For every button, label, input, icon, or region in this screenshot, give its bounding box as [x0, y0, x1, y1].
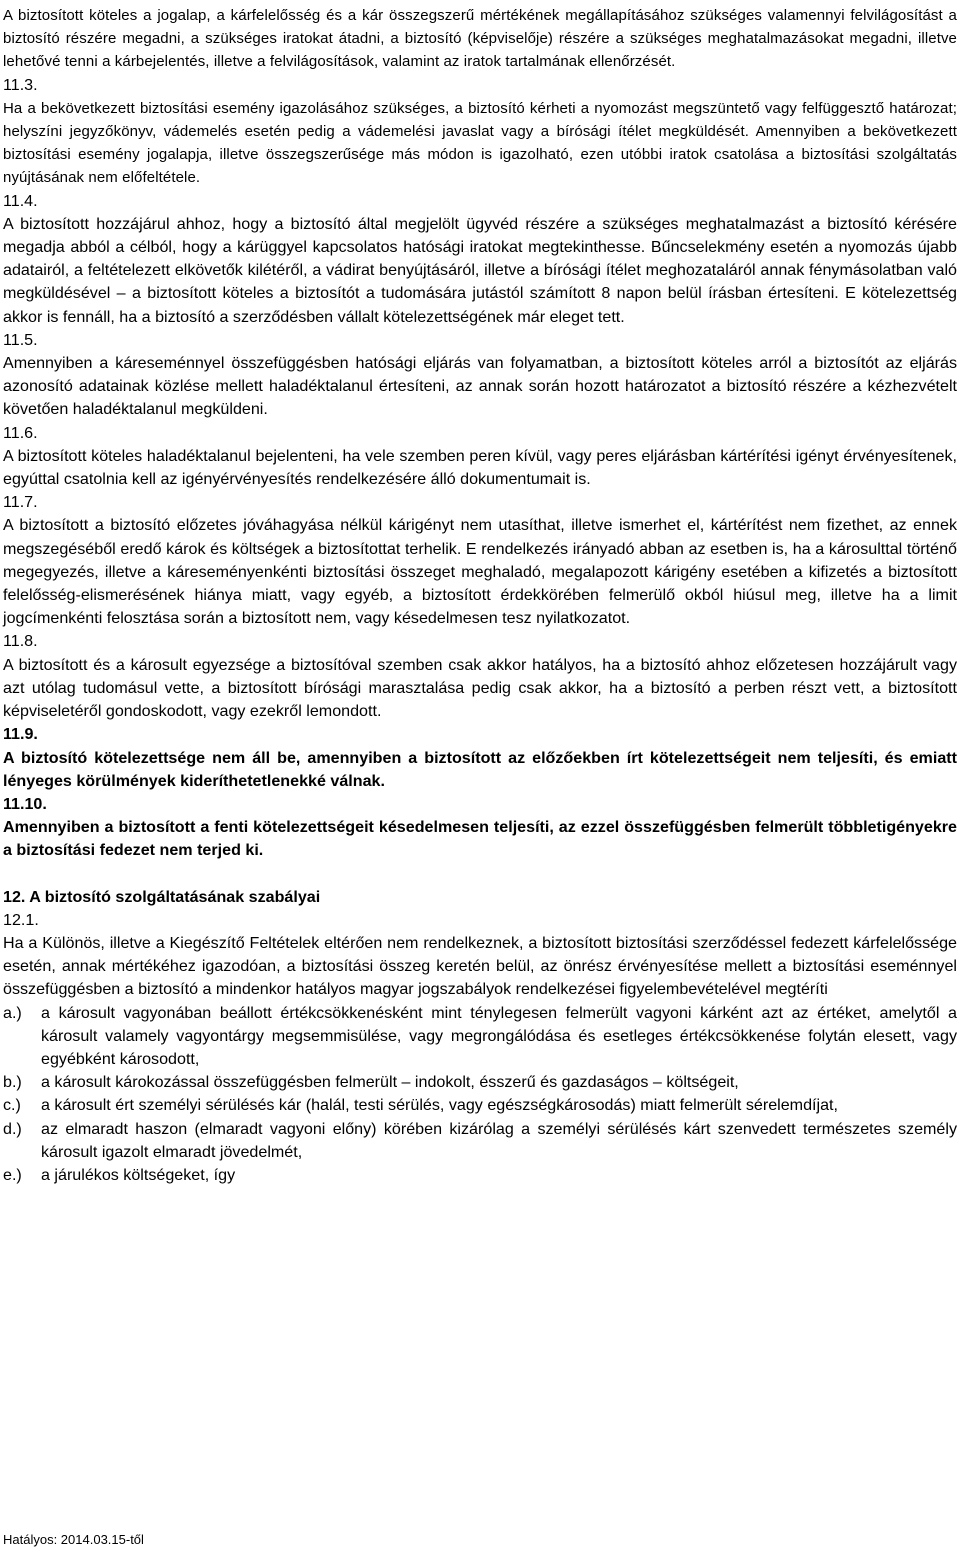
section-number-11-3: 11.3.: [3, 75, 38, 94]
list-item: [3, 1071, 957, 1094]
list-marker: e.): [3, 1165, 22, 1184]
list-item-text: a járulékos költségeket, így: [41, 1165, 236, 1184]
list-marker: a.): [3, 1003, 22, 1022]
list-item-text: a károsult vagyonában beállott értékcsökkenésként mint ténylegesen felmerült vagyoni kárként azt az értéket, amelytől a károsult valamely vagyontárgy megsemmisülése, vagy megrongálódása és esetleges értékcsökkenése folytán elesett, vagy egyébként károsodott,: [41, 1003, 957, 1068]
list-marker: b.): [3, 1073, 22, 1092]
paragraph-11-7: A biztosított a biztosító előzetes jóváhagyása nélkül kárigényt nem utasíthat, illetve ismerhet el, kártérítést nem fizethet, az ennek megszegéséből eredő károk és költségek a biztosítottat terhelik. E rendelkezés irányadó abban az esetben is, ha a károsulttal történő megegyezés, illetve a káreseményenkénti biztosítási összeget meghaladó, megalapozott kárigény esetében a kifizetés a biztosított felelősség-elismerésének hiánya miatt, vagy egyéb, a biztosított érdekkörében felmerülő okból hiúsul meg, illetve ha a limit jogcímenkénti felosztása során a biztosított nem, vagy késedelmesen tesz nyilatkozatot.: [3, 516, 957, 628]
section-number-11-7: 11.7.: [3, 493, 38, 512]
paragraph-11-10: Amennyiben a biztosított a fenti kötelezettségeit késedelmesen teljesíti, az ezzel összefüggésben felmerült többletigényekre a biztosítási fedezet nem terjed ki.: [3, 818, 957, 860]
list-item-text: az elmaradt haszon (elmaradt vagyoni előny) körében kizárólag a személyi sérülésés kárt szenvedett természetes személy károsult igazolt elmaradt jövedelmét,: [41, 1119, 957, 1161]
paragraph-11-8: A biztosított és a károsult egyezsége a biztosítóval szemben csak akkor hatályos, ha a biztosító ahhoz előzetesen hozzájárult vagy azt utólag tudomásul vette, a biztosított bírósági marasztalása pedig csak akkor, ha a biztosító a perben részt vett, a biztosított képviseletéről gondoskodott, vagy ezekről lemondott.: [3, 655, 957, 721]
paragraph-11-5: Amennyiben a káreseménnyel összefüggésben hatósági eljárás van folyamatban, a biztosított köteles arról a biztosítót az eljárás azonosító adatainak közlése mellett haladéktalanul értesíteni, az annak során hozott határozatot a biztosító részére a kézhezvételt követően haladéktalanul megküldeni.: [3, 354, 957, 419]
list-item: [3, 1094, 957, 1117]
paragraph-intro: A biztosított köteles a jogalap, a kárfelelősség és a kár összegszerű mértékének megállapításához szükséges valamennyi felvilágosítást a biztosító részére megadni, a szükséges iratokat átadni, a biztosító (képviselője) részére a szükséges meghatalmazásokat megadni, illetve lehetővé tenni a kárbejelentés, illetve a felvilágosítások, valamint az iratok tartalmának ellenőrzését.: [3, 7, 957, 71]
section-number-11-4: 11.4.: [3, 191, 38, 210]
list-item: [3, 1002, 957, 1072]
list-marker: d.): [3, 1119, 22, 1138]
section-number-11-5: 11.5.: [3, 330, 38, 349]
paragraph-11-6: A biztosított köteles haladéktalanul bejelenteni, ha vele szemben peren kívül, vagy peres eljárásban kártérítési igényt érvényesítenek, egyúttal csatolnia kell az igényérvényesítés rendelkezésére álló dokumentumait is.: [3, 446, 957, 489]
list-item-text: a károsult károkozással összefüggésben felmerült – indokolt, ésszerű és gazdaságos – költségeit,: [41, 1073, 739, 1092]
paragraph-11-4: A biztosított hozzájárul ahhoz, hogy a biztosító által megjelölt ügyvéd részére a szükséges meghatalmazást a biztosító kérésére megadja abból a célból, hogy a kárüggyel kapcsolatos hatósági iratokat megtekinthesse. Bűncselekmény esetén a nyomozás újabb adatairól, a feltételezett elkövetők kilétéről, a vádirat benyújtásáról, illetve a bírósági ítélet meghozataláról annak fénymásolatban való megküldésével – a biztosított köteles a biztosítót a tudomására jutástól számított 8 napon belül írásban értesíteni. E kötelezettség akkor is fennáll, ha a biztosító a szerződésben vállalt kötelezettségének már eleget tett.: [3, 214, 957, 326]
section-number-11-6: 11.6.: [3, 423, 38, 442]
section-number-11-10: 11.10.: [3, 794, 47, 813]
paragraph-12-1: Ha a Különös, illetve a Kiegészítő Feltételek eltérően nem rendelkeznek, a biztosított biztosítási szerződéssel fedezett kárfelelőssége esetén, annak mértékéhez igazodóan, a biztosítási összeg keretén belül, az önrész érvényesítése mellett a biztosítási eseménnyel összefüggésben a biztosító a mindenkor hatályos magyar jogszabályok rendelkezései figyelembevételével megtéríti: [3, 933, 957, 999]
list-item: [3, 1118, 957, 1164]
paragraph-11-9: A biztosító kötelezettsége nem áll be, amennyiben a biztosított az előzőekben írt kötelezettségeit nem teljesíti, és emiatt lényeges körülmények kideríthetetlenekké válnak.: [3, 748, 957, 790]
section-heading-12: 12. A biztosító szolgáltatásának szabályai: [3, 887, 321, 906]
footer-effective-date: Hatályos: 2014.03.15-től: [3, 1532, 144, 1547]
list-item-text: a károsult ért személyi sérülésés kár (halál, testi sérülés, vagy egészségkárosodás) miatt felmerült sérelemdíjat,: [41, 1096, 838, 1115]
section-number-12-1: 12.1.: [3, 910, 39, 929]
list-marker: c.): [3, 1096, 21, 1115]
list-item: [3, 1164, 957, 1187]
list-12-1: [3, 1002, 957, 1188]
section-number-11-8: 11.8.: [3, 632, 38, 651]
section-number-11-9: 11.9.: [3, 725, 38, 744]
paragraph-11-3: Ha a bekövetkezett biztosítási esemény igazolásához szükséges, a biztosító kérheti a nyomozást megszüntető vagy felfüggesztő határozat; helyszíni jegyzőkönyv, vádemelés esetén pedig a vádemelési javaslat vagy a bírósági ítélet megküldését. Amennyiben a bekövetkezett biztosítási esemény jogalapja, illetve összegszerűsége más módon is igazolható, ezen utóbbi iratok csatolása a biztosítási szolgáltatás nyújtásának nem előfeltétele.: [3, 99, 957, 187]
